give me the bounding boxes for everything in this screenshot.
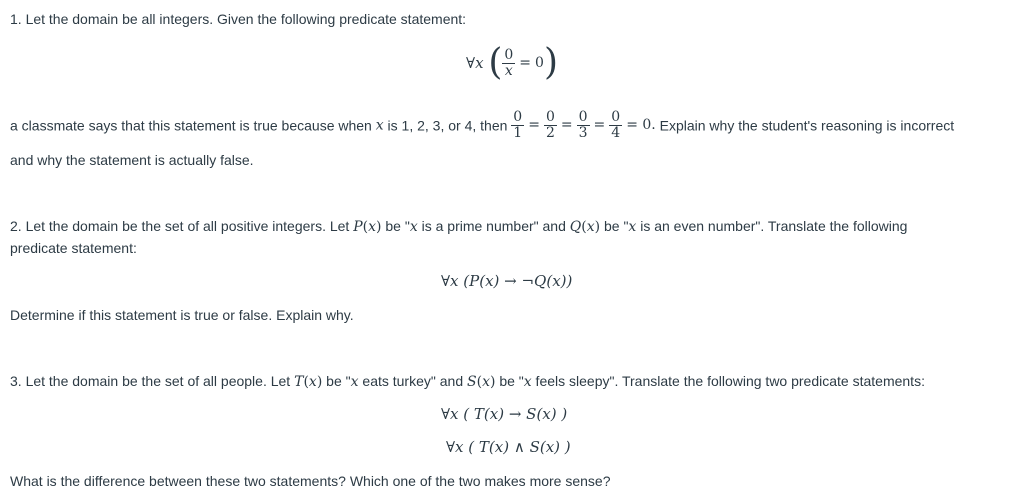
q1-sentence-end: Explain why the student's reasoning is incorrect	[655, 117, 955, 134]
q2-intro-b: be "	[381, 218, 410, 234]
q1-fraction-2-den: 2	[545, 124, 555, 141]
q2-question: Determine if this statement is true or false. Explain why.	[10, 307, 354, 323]
q3-question: What is the difference between these two statements? Which one of the two makes more sense?	[10, 473, 611, 489]
q2-x-2: x	[409, 219, 418, 235]
q1-fraction-2	[544, 110, 557, 141]
q1-eq-1: =	[528, 117, 540, 134]
q1-fraction-3-num: 0	[578, 108, 588, 125]
q1-fraction-3-den: 3	[578, 124, 588, 141]
q3-intro-b2: be "	[495, 373, 524, 389]
q2-x-4: x	[628, 219, 637, 235]
q2-x-3: x	[586, 219, 595, 235]
q2-intro-d: is an even number". Translate the following	[636, 218, 908, 234]
q3-intro-d: feels sleepy". Translate the following two predicate statements:	[531, 373, 925, 389]
q1-eq-3: =	[593, 117, 606, 134]
q3-formula-1: ∀x ( T(x) → S(x) )	[441, 405, 568, 423]
q3-x-4: x	[523, 374, 532, 390]
q1-formula	[466, 40, 558, 84]
q1-fraction-1	[511, 110, 524, 141]
q1-fraction-1-den: 1	[513, 124, 523, 141]
q1-fraction-1-num: 0	[513, 108, 523, 125]
q1-line2: and why the statement is actually false.	[10, 152, 254, 168]
q1-formula-rhs: 0	[535, 55, 544, 71]
q2-Q: Q	[569, 219, 582, 235]
q1-formula-quantifier: ∀	[466, 54, 476, 72]
q1-fraction-3	[577, 110, 590, 141]
q1-formula-rparen: )	[543, 42, 558, 83]
q1-sentence-start: a classmate says that this statement is true because when	[10, 117, 376, 134]
q1-fraction-2-num: 0	[545, 108, 555, 125]
q1-fraction-4-num: 0	[611, 108, 621, 125]
q1-formula-var: x	[475, 54, 484, 72]
q1-sentence-mid: is 1, 2, 3, or 4, then	[383, 117, 512, 134]
q2-line2: predicate statement:	[10, 240, 137, 256]
q2-intro-c: is a prime number" and	[417, 218, 570, 234]
q3-x-1: x	[308, 374, 317, 390]
q1-fraction-4-den: 4	[611, 124, 621, 141]
q3-formula-2: ∀x ( T(x) ∧ S(x) )	[446, 438, 571, 456]
q3-intro-a: 3. Let the domain be the set of all people. Let	[10, 373, 295, 389]
q2-intro-a: 2. Let the domain be the set of all positive integers. Let	[10, 218, 354, 234]
q1-fraction-4	[609, 110, 622, 141]
q1-result: = 0.	[626, 117, 656, 134]
q1-formula-lparen: (	[488, 42, 503, 83]
q2-intro-b2: be "	[600, 218, 629, 234]
q3-intro: 3. Let the domain be the set of all people. Let T(x) be "x eats turkey" and S(x) be "x feels sleepy". Translate the following two predicate statements:	[10, 373, 925, 390]
q1-sentence	[10, 104, 954, 144]
q1-formula-eq: =	[519, 55, 532, 71]
q1-intro: 1. Let the domain be all integers. Given the following predicate statement:	[10, 11, 467, 27]
q1-eq-2: =	[560, 117, 573, 134]
q1-sentence-var: x	[375, 117, 384, 134]
q3-S: S	[467, 374, 477, 390]
q3-x-3: x	[482, 374, 490, 390]
q1-formula-den: x	[502, 63, 515, 79]
q3-T: T	[294, 374, 304, 390]
q2-x-1: x	[368, 219, 377, 235]
q1-formula-fraction	[502, 48, 515, 79]
q3-intro-b: be "	[322, 373, 351, 389]
q1-formula-num: 0	[504, 46, 514, 63]
q2-formula: ∀x (P(x) → ¬Q(x))	[441, 272, 573, 290]
q3-x-2: x	[350, 374, 359, 390]
q2-intro: 2. Let the domain be the set of all positive integers. Let P(x) be "x is a prime number" and Q(x) be "x is an even number". Translate the following	[10, 218, 908, 235]
q3-intro-c: eats turkey" and	[358, 373, 467, 389]
q2-P: P	[353, 219, 363, 235]
